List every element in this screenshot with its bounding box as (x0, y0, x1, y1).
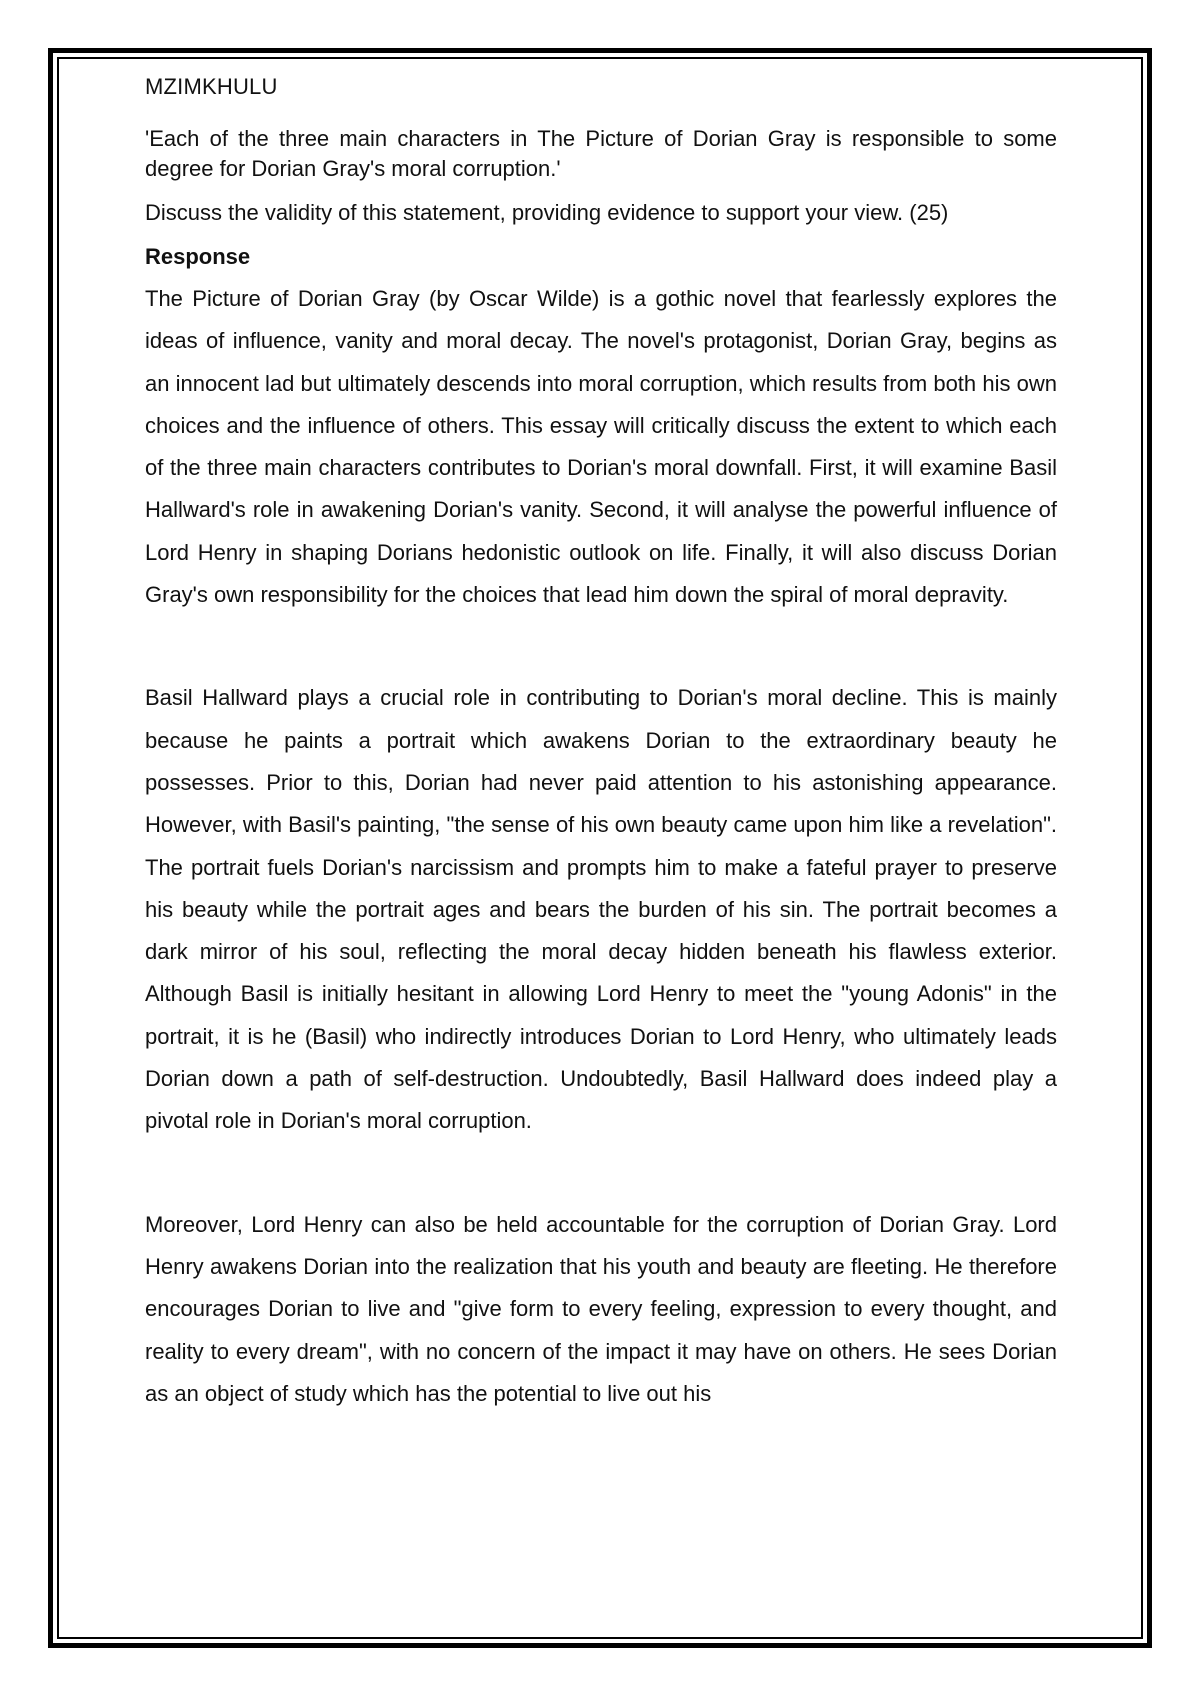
question-task: Discuss the validity of this statement, providing evidence to support your view. (25) (145, 200, 949, 225)
essay-document (145, 72, 1057, 1415)
author-name: MZIMKHULU (145, 74, 278, 99)
question-quote: 'Each of the three main characters in The Picture of Dorian Gray is responsible to some degree for Dorian Gray's moral corruption.' (145, 126, 1057, 181)
lord-henry-paragraph: Moreover, Lord Henry can also be held accountable for the corruption of Dorian Gray. Lord Henry awakens Dorian into the realization that his youth and beauty are fleeting. He therefore encourages Dorian to live and "give form to every feeling, expression to every thought, and reality to every dream", with no concern of the impact it may have on others. He sees Dorian as an object of study which has the potential to live out his (145, 1211, 1057, 1406)
basil-paragraph: Basil Hallward plays a crucial role in contributing to Dorian's moral decline. This is mainly because he paints a portrait which awakens Dorian to the extraordinary beauty he possesses. Prior to this, Dorian had never paid attention to his astonishing appearance. However, with Basil's painting, "the sense of his own beauty came upon him like a revelation". The portrait fuels Dorian's narcissism and prompts him to make a fateful prayer to preserve his beauty while the portrait ages and bears the burden of his sin. The portrait becomes a dark mirror of his soul, reflecting the moral decay hidden beneath his flawless exterior. Although Basil is initially hesitant in allowing Lord Henry to meet the "young Adonis" in the portrait, it is he (Basil) who indirectly introduces Dorian to Lord Henry, who ultimately leads Dorian down a path of self-destruction. Undoubtedly, Basil Hallward does indeed play a pivotal role in Dorian's moral corruption. (145, 685, 1057, 1134)
introduction-paragraph: The Picture of Dorian Gray (by Oscar Wilde) is a gothic novel that fearlessly explores the ideas of influence, vanity and moral decay. The novel's protagonist, Dorian Gray, begins as an innocent lad but ultimately descends into moral corruption, which results from both his own choices and the influence of others. This essay will critically discuss the extent to which each of the three main characters contributes to Dorian's moral downfall. First, it will examine Basil Hallward's role in awakening Dorian's vanity. Second, it will analyse the powerful influence of Lord Henry in shaping Dorians hedonistic outlook on life. Finally, it will also discuss Dorian Gray's own responsibility for the choices that lead him down the spiral of moral depravity. (145, 286, 1057, 608)
response-heading: Response (145, 244, 251, 269)
